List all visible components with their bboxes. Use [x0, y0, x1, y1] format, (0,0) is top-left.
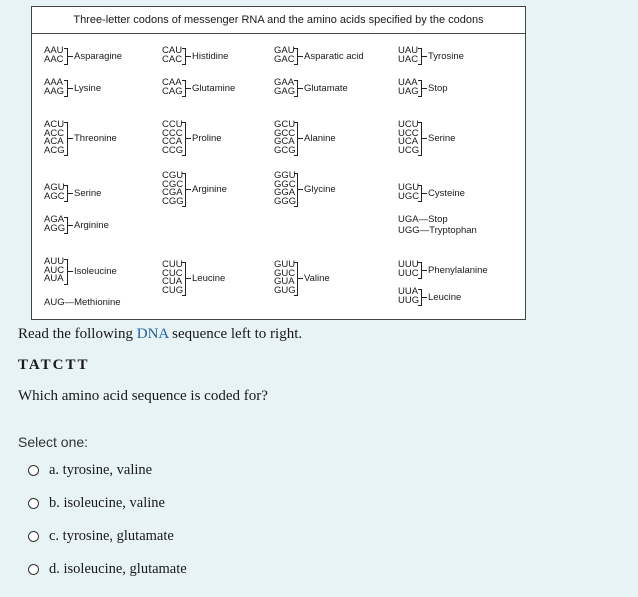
radio-icon[interactable] [28, 498, 39, 509]
codon: CAG [162, 85, 183, 97]
codon-group [162, 170, 227, 207]
amino-acid-label: Lysine [74, 82, 102, 94]
codon-group [398, 286, 462, 306]
bracket [64, 217, 68, 234]
codon-group [398, 119, 456, 156]
dash: — [64, 297, 75, 308]
codon-table [31, 6, 526, 320]
radio-icon[interactable] [28, 564, 39, 575]
codon-group [274, 45, 364, 65]
codon: ACU [44, 119, 65, 130]
option-b-label: b. isoleucine, valine [49, 495, 165, 511]
codon-group [44, 119, 117, 156]
dash: — [418, 214, 429, 225]
amino-acid-label: Phenylalanine [428, 264, 488, 276]
option-b[interactable] [28, 495, 165, 512]
bracket-tick [186, 56, 191, 57]
bracket-tick [422, 88, 427, 89]
bracket-tick [298, 278, 303, 279]
codon: AUA [44, 273, 64, 284]
codon: UAA [398, 77, 418, 88]
question-text: Which amino acid sequence is coded for? [18, 388, 268, 404]
codon: UCA [398, 136, 419, 147]
codon: GCU [274, 119, 296, 130]
single-codon-row [398, 214, 448, 225]
select-one-label: Select one: [18, 434, 89, 450]
amino-acid-label: Glycine [304, 184, 336, 195]
codon: ACC [44, 127, 65, 139]
codon: UCC [398, 127, 419, 139]
bracket-tick [68, 138, 73, 139]
amino-acid-label: Serine [428, 133, 456, 144]
amino-acid-label: Glutamate [304, 82, 348, 94]
option-c-label: c. tyrosine, glutamate [49, 528, 174, 544]
codon-group [44, 182, 102, 202]
codon-group [44, 77, 102, 97]
bracket-tick [422, 193, 427, 194]
codon: CUA [162, 276, 183, 287]
codon: CUU [162, 259, 183, 270]
bracket-tick [68, 225, 73, 226]
codon: UCG [398, 144, 420, 156]
amino-acid-label: Alanine [304, 133, 336, 144]
amino-acid-label: Serine [74, 187, 102, 199]
bracket [182, 122, 186, 156]
bracket [182, 173, 186, 207]
codon: CGA [162, 187, 183, 198]
bracket-tick [68, 56, 73, 57]
codon: CCG [162, 144, 184, 156]
codon-group [274, 119, 336, 156]
codon: UUG [398, 294, 420, 306]
codon: UAC [398, 53, 419, 65]
amino-acid-label: Arginine [192, 184, 227, 195]
codon: UUA [398, 286, 419, 297]
codon: AUG [44, 297, 65, 308]
bracket [64, 122, 68, 156]
codon: GUA [274, 276, 295, 287]
codon: CAC [162, 53, 183, 65]
codon: GCG [274, 144, 296, 156]
codon: GAG [274, 85, 296, 97]
bracket [64, 48, 68, 65]
codon-group [398, 45, 464, 65]
bracket-tick [186, 138, 191, 139]
dna-sequence: TATCTT [18, 357, 90, 373]
bracket-tick [422, 297, 427, 298]
bracket-tick [68, 193, 73, 194]
amino-acid-label: Arginine [74, 219, 109, 231]
prompt-text [18, 326, 302, 343]
codon: GGA [274, 187, 296, 198]
bracket [418, 262, 422, 279]
codon: UGU [398, 182, 420, 193]
option-a[interactable] [28, 462, 152, 479]
bracket [418, 80, 422, 97]
option-c[interactable] [28, 528, 174, 545]
amino-acid-label: Histidine [192, 50, 229, 62]
option-a-label: a. tyrosine, valine [49, 462, 153, 478]
codon-group [162, 45, 229, 65]
codon-group [162, 259, 226, 296]
bracket [418, 122, 422, 156]
bracket [294, 262, 298, 296]
bracket [64, 259, 68, 285]
codon: CGC [162, 178, 184, 190]
codon: UGC [398, 190, 420, 202]
codon-table-title: Three-letter codons of messenger RNA and the amino acids specified by the codons [32, 7, 525, 34]
codon: GGC [274, 178, 296, 190]
bracket [418, 185, 422, 202]
bracket [418, 289, 422, 306]
bracket-tick [422, 270, 427, 271]
codon: AGU [44, 182, 65, 193]
codon-group [44, 256, 117, 284]
codon-group [44, 45, 123, 65]
prompt-dna-term: DNA [136, 326, 169, 342]
bracket-tick [422, 138, 427, 139]
codon: AGC [44, 190, 65, 202]
codon: UAU [398, 45, 419, 56]
bracket-tick [298, 88, 303, 89]
bracket-tick [298, 56, 303, 57]
codon: AUC [44, 264, 65, 276]
codon: GGU [274, 170, 296, 181]
bracket [294, 122, 298, 156]
codon: CGU [162, 170, 184, 181]
amino-acid-label: Cysteine [428, 187, 465, 199]
codon-group [398, 182, 465, 202]
codon: AAG [44, 85, 65, 97]
codon-group [274, 77, 348, 97]
amino-acid-label: Asparagine [74, 50, 123, 62]
bracket [182, 262, 186, 296]
codon: CCC [162, 127, 183, 139]
bracket [294, 48, 298, 65]
amino-acid-label: Stop [428, 214, 448, 225]
codon-group [44, 214, 109, 234]
codon: AGA [44, 214, 65, 225]
single-codon-row [398, 225, 477, 236]
bracket [182, 80, 186, 97]
bracket [64, 185, 68, 202]
codon: UUU [398, 259, 419, 270]
codon: UUC [398, 267, 419, 279]
codon: GAA [274, 77, 295, 88]
codon: ACA [44, 136, 64, 147]
codon: AAU [44, 45, 64, 56]
amino-acid-label: Asparatic acid [304, 50, 364, 62]
codon: GUU [274, 259, 296, 270]
codon: GUG [274, 284, 296, 296]
codon-group [274, 170, 336, 207]
amino-acid-label: Isoleucine [74, 265, 117, 277]
codon: GGG [274, 195, 297, 207]
amino-acid-label: Proline [192, 133, 222, 144]
codon: AGG [44, 222, 66, 234]
amino-acid-label: Leucine [428, 291, 462, 303]
codon: UGA [398, 214, 419, 225]
codon: GUC [274, 267, 296, 279]
amino-acid-label: Threonine [74, 133, 117, 144]
bracket [418, 48, 422, 65]
single-codon-row [44, 297, 121, 308]
codon: UGG [398, 225, 420, 236]
amino-acid-label: Leucine [192, 273, 226, 284]
codon: GCC [274, 127, 296, 139]
bracket-tick [68, 88, 73, 89]
prompt-before: Read the following [18, 326, 137, 342]
amino-acid-label: Tryptophan [429, 225, 477, 236]
codon: GAC [274, 53, 295, 65]
bracket [294, 173, 298, 207]
codon: CUG [162, 284, 184, 296]
bracket-tick [186, 278, 191, 279]
codon: CUC [162, 267, 183, 279]
bracket-tick [68, 271, 73, 272]
codon: CCU [162, 119, 183, 130]
codon: AUU [44, 256, 65, 267]
codon-group [398, 259, 488, 279]
amino-acid-label: Tyrosine [428, 50, 464, 62]
codon: ACG [44, 144, 65, 156]
codon: CGG [162, 195, 184, 207]
amino-acid-label: Stop [428, 82, 448, 94]
radio-icon[interactable] [28, 465, 39, 476]
bracket [64, 80, 68, 97]
codon: AAA [44, 77, 64, 88]
codon-group [162, 77, 236, 97]
amino-acid-label: Valine [304, 273, 330, 284]
option-d[interactable] [28, 561, 187, 578]
codon-group [162, 119, 222, 156]
bracket-tick [422, 56, 427, 57]
amino-acid-label: Glutamine [192, 82, 236, 94]
codon: CCA [162, 136, 183, 147]
codon-group [274, 259, 330, 296]
bracket [294, 80, 298, 97]
bracket [182, 48, 186, 65]
bracket-tick [186, 189, 191, 190]
codon: CAU [162, 45, 183, 56]
codon: GCA [274, 136, 295, 147]
option-d-label: d. isoleucine, glutamate [49, 561, 187, 577]
codon: CAA [162, 77, 182, 88]
codon: AAC [44, 53, 64, 65]
codon-group [398, 77, 448, 97]
prompt-after: sequence left to right. [168, 326, 303, 342]
bracket-tick [298, 189, 303, 190]
codon: GAU [274, 45, 295, 56]
codon: UCU [398, 119, 419, 130]
radio-icon[interactable] [28, 531, 39, 542]
bracket-tick [298, 138, 303, 139]
dash: — [419, 225, 430, 236]
amino-acid-label: Methionine [74, 297, 121, 308]
bracket-tick [186, 88, 191, 89]
codon: UAG [398, 85, 419, 97]
